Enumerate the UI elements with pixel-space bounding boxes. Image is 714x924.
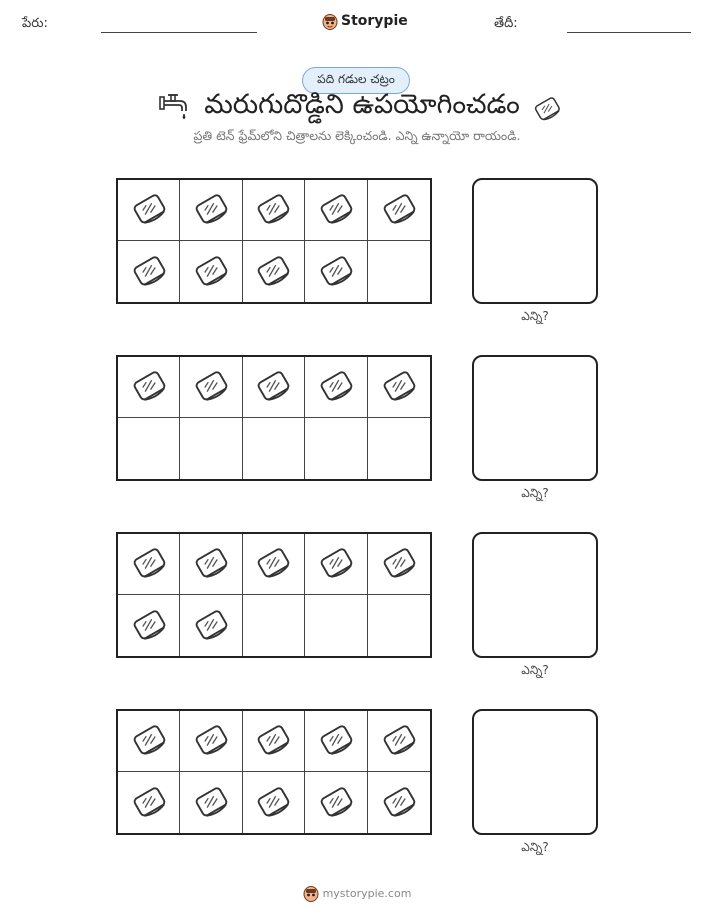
soap-bar-icon — [254, 720, 292, 762]
topic-badge: పది గడుల చట్రం — [302, 67, 410, 94]
ten-frame-cell — [368, 357, 430, 418]
soap-bar-icon — [254, 782, 292, 824]
ten-frame-cell — [180, 180, 242, 241]
ten-frame-cell — [118, 180, 180, 241]
answer-box[interactable] — [472, 709, 598, 835]
soap-bar-icon — [130, 720, 168, 762]
storypie-mascot-icon — [303, 884, 319, 902]
answer-prompt: ఎన్ని? — [521, 663, 549, 677]
soap-bar-icon — [130, 605, 168, 647]
ten-frame — [116, 178, 432, 304]
soap-bar-icon — [317, 543, 355, 585]
ten-frame-cell — [368, 772, 430, 833]
ten-frame-cell — [305, 241, 367, 302]
soap-bar-icon — [192, 782, 230, 824]
brand-logo — [322, 12, 408, 30]
ten-frame-cell — [305, 772, 367, 833]
ten-frame-cell — [118, 418, 180, 479]
soap-bar-icon — [254, 189, 292, 231]
answer-box[interactable] — [472, 355, 598, 481]
answer-prompt: ఎన్ని? — [521, 309, 549, 323]
soap-bar-icon — [380, 366, 418, 408]
ten-frame-cell — [180, 534, 242, 595]
ten-frame-cell — [180, 241, 242, 302]
ten-frame — [116, 532, 432, 658]
ten-frame-cell — [243, 595, 305, 656]
ten-frame-cell — [305, 534, 367, 595]
ten-frame-cell — [243, 418, 305, 479]
worksheet-instructions: ప్రతి టెన్ ఫ్రేమ్‌లోని చిత్రాలను లెక్కించండి. ఎన్ని ఉన్నాయో రాయండి. — [193, 128, 521, 143]
ten-frame-cell — [180, 711, 242, 772]
name-label: పేరు: — [22, 16, 48, 31]
soap-bar-icon — [192, 720, 230, 762]
ten-frame-cell — [368, 711, 430, 772]
ten-frame-cell — [243, 534, 305, 595]
ten-frame-cell — [118, 711, 180, 772]
ten-frame-cell — [243, 772, 305, 833]
soap-bar-icon — [192, 189, 230, 231]
soap-bar-icon — [317, 189, 355, 231]
ten-frame-cell — [305, 711, 367, 772]
ten-frame-cell — [368, 595, 430, 656]
soap-bar-icon — [130, 782, 168, 824]
soap-bar-icon — [380, 543, 418, 585]
date-line[interactable] — [567, 32, 691, 33]
ten-frame-cell — [368, 180, 430, 241]
soap-bar-icon — [130, 543, 168, 585]
soap-bar-icon — [380, 189, 418, 231]
ten-frame-cell — [180, 418, 242, 479]
ten-frame-cell — [368, 534, 430, 595]
storypie-mascot-icon — [322, 12, 338, 30]
title-row — [145, 90, 575, 126]
ten-frame-cell — [180, 772, 242, 833]
soap-bar-icon — [130, 251, 168, 293]
ten-frame-cell — [243, 241, 305, 302]
date-label: తేదీ: — [494, 16, 518, 31]
soap-bar-icon — [317, 251, 355, 293]
ten-frame-cell — [180, 595, 242, 656]
answer-prompt: ఎన్ని? — [521, 840, 549, 854]
ten-frame-cell — [368, 418, 430, 479]
soap-bar-icon — [317, 366, 355, 408]
soap-bar-icon — [317, 782, 355, 824]
ten-frame-cell — [243, 180, 305, 241]
ten-frame-cell — [305, 180, 367, 241]
soap-bar-icon — [254, 543, 292, 585]
soap-bar-icon — [192, 366, 230, 408]
ten-frame-cell — [118, 534, 180, 595]
ten-frame-cell — [118, 357, 180, 418]
ten-frame-cell — [305, 595, 367, 656]
soap-bar-icon — [380, 782, 418, 824]
ten-frame-cell — [180, 357, 242, 418]
footer — [0, 884, 714, 902]
ten-frame-cell — [368, 241, 430, 302]
soap-bar-icon — [130, 366, 168, 408]
name-line[interactable] — [101, 32, 257, 33]
soap-bar-icon — [254, 251, 292, 293]
faucet-icon — [158, 91, 192, 125]
footer-site: mystorypie.com — [322, 886, 412, 900]
ten-frame-cell — [118, 241, 180, 302]
brand-name: Storypie — [341, 13, 408, 29]
ten-frame-cell — [243, 357, 305, 418]
ten-frame — [116, 355, 432, 481]
ten-frame-cell — [243, 711, 305, 772]
soap-bar-icon — [192, 543, 230, 585]
soap-bar-icon — [192, 605, 230, 647]
worksheet-title: మరుగుదొడ్డిని ఉపయోగించడం — [204, 89, 520, 120]
ten-frame-cell — [305, 418, 367, 479]
soap-bar-icon — [317, 720, 355, 762]
soap-bar-icon — [532, 93, 562, 123]
ten-frame-cell — [305, 357, 367, 418]
ten-frame-cell — [118, 772, 180, 833]
answer-box[interactable] — [472, 178, 598, 304]
soap-bar-icon — [192, 251, 230, 293]
soap-bar-icon — [254, 366, 292, 408]
soap-bar-icon — [130, 189, 168, 231]
soap-bar-icon — [380, 720, 418, 762]
ten-frame-cell — [118, 595, 180, 656]
answer-box[interactable] — [472, 532, 598, 658]
answer-prompt: ఎన్ని? — [521, 486, 549, 500]
ten-frame — [116, 709, 432, 835]
